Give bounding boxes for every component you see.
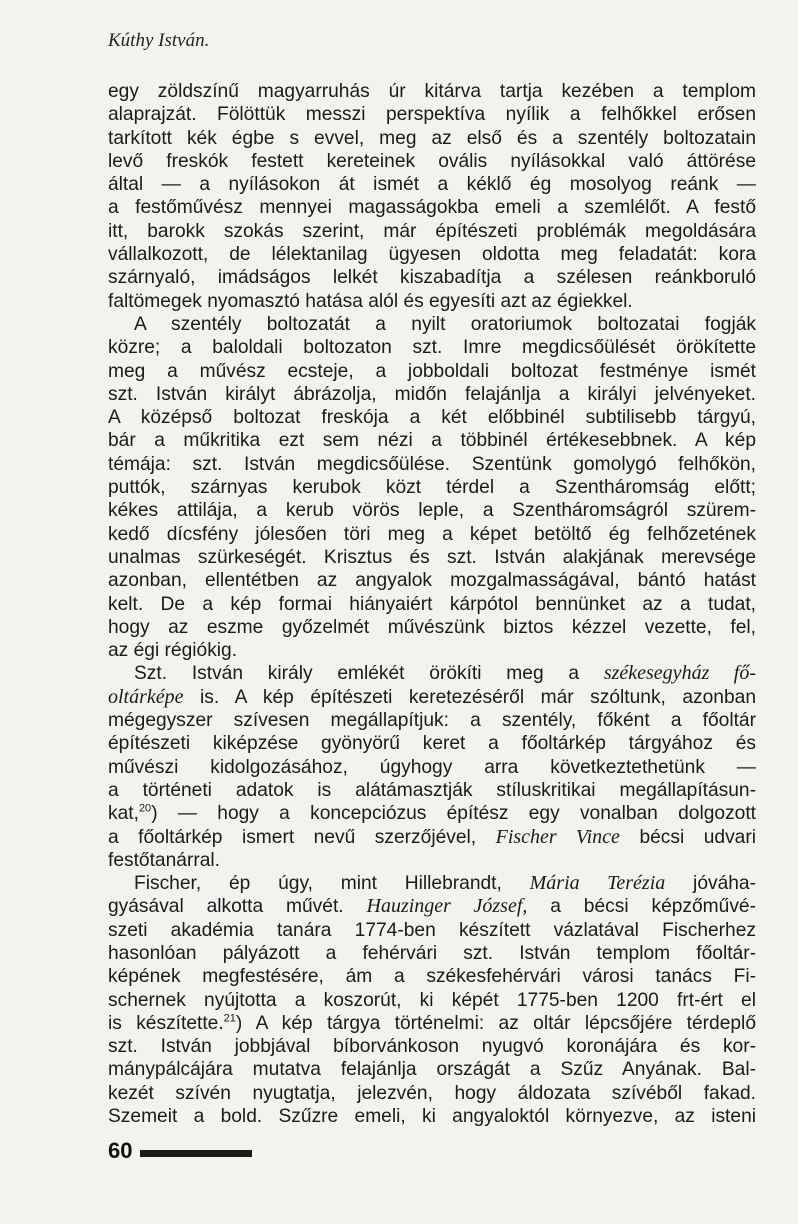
body-text xyxy=(108,80,756,1128)
text-line xyxy=(108,243,756,266)
text-line xyxy=(108,849,756,872)
text-line xyxy=(108,360,756,383)
text-run: Szemeit a bold. Szűzre emeli, ki angyaloktól környezve, az isteni xyxy=(108,1106,756,1128)
text-line xyxy=(108,313,756,336)
text-run: szt. István királyt ábrázolja, midőn felajánlja a királyi jelvényeket. xyxy=(108,383,756,405)
text-run: képének megfestésére, ám a székesfehérvári városi tanács Fi- xyxy=(108,966,756,988)
text-run: szeti akadémia tanára 1774-ben készített vázlatával Fischerhez xyxy=(108,919,756,941)
text-run: közre; a baloldali boltozaton szt. Imre megdicsőülését örökítette xyxy=(108,337,756,359)
text-run: gyásával alkotta művét. xyxy=(108,896,367,918)
text-run: kedő dícsfény jólesően töri meg a képet betöltő ég felhőzetének xyxy=(108,523,756,545)
text-run: alaprajzát. Fölöttük messzi perspektíva nyílik a felhőkkel erősen xyxy=(108,104,756,126)
text-line xyxy=(108,639,756,662)
text-run: által — a nyílásokon át ismét a kéklő ég mosolyog reánk — xyxy=(108,174,756,196)
text-line xyxy=(108,826,756,849)
text-line xyxy=(108,196,756,219)
italic-run: oltárképe xyxy=(108,685,184,708)
text-line xyxy=(108,895,756,918)
text-run: a bécsi képzőművé- xyxy=(527,896,756,918)
text-run: szárnyaló, imádságos lelkét kiszabadítja a szélesen reánkboruló xyxy=(108,267,756,289)
text-line xyxy=(108,266,756,289)
text-line xyxy=(108,429,756,452)
text-run: mánypálcájára mutatva felajánlja országát a Szűz Anyának. Bal- xyxy=(108,1059,756,1081)
italic-run: Fischer Vince xyxy=(495,825,620,848)
text-run: puttók, szárnyas kerubok közt térdel a Szentháromság előtt; xyxy=(108,477,756,499)
text-line xyxy=(108,989,756,1012)
text-line xyxy=(108,686,756,709)
italic-run: székesegyház fő- xyxy=(603,662,756,685)
text-run: festőtanárral. xyxy=(108,849,220,871)
text-line xyxy=(108,103,756,126)
text-run: vállalkozott, de lélektanilag ügyesen oldotta meg feladatát: kora xyxy=(108,244,756,266)
text-run: itt, barokk szokás szerint, már építészeti problémák megoldására xyxy=(108,220,756,242)
page-footer xyxy=(108,1138,252,1164)
text-line xyxy=(108,546,756,569)
text-line xyxy=(108,732,756,755)
text-line xyxy=(108,1012,756,1035)
text-run: bár a műkritika ezt sem nézi a többinél értékesebbnek. A kép xyxy=(108,430,756,452)
text-line xyxy=(108,220,756,243)
text-run: a festőművész mennyei magasságokba emeli a szemlélőt. A festő xyxy=(108,197,756,219)
text-line xyxy=(108,802,756,825)
text-line xyxy=(108,453,756,476)
text-run: bécsi udvari xyxy=(619,826,757,848)
text-line xyxy=(108,173,756,196)
text-run: jóváha- xyxy=(665,873,756,895)
footnote-ref: 21 xyxy=(223,1012,236,1025)
text-run: faltömegek nyomasztó hatása alól és egyesíti azt az égiekkel. xyxy=(108,290,633,312)
text-line xyxy=(108,709,756,732)
text-run: egy zöldszínű magyarruhás úr kitárva tartja kezében a templom xyxy=(108,81,756,102)
italic-run: Hauzinger József, xyxy=(366,895,528,918)
text-line xyxy=(108,127,756,150)
text-line xyxy=(108,569,756,592)
running-header-author: Kúthy István. xyxy=(108,30,210,51)
italic-run: Mária Terézia xyxy=(529,872,666,895)
text-line xyxy=(108,406,756,429)
text-line xyxy=(108,779,756,802)
text-line xyxy=(108,1105,756,1128)
text-run: építészeti kiképzése gyönyörű keret a főoltárkép tárgyához és xyxy=(108,733,756,755)
text-line xyxy=(108,150,756,173)
text-run: a történeti adatok is alátámasztják stíluskritikai megállapításun- xyxy=(108,779,756,801)
text-run: kat, xyxy=(108,803,139,825)
text-run: témája: szt. István megdicsőülése. Szentünk gomolygó felhőkön, xyxy=(108,453,756,475)
text-run: azonban, ellentétben az angyalok mozgalmasságával, bántó hatást xyxy=(108,570,756,592)
text-run: Fischer, ép úgy, mint Hillebrandt, xyxy=(134,873,530,895)
text-line xyxy=(108,1035,756,1058)
text-line xyxy=(108,1058,756,1081)
text-run: schernek nyújtotta a koszorút, ki képét 1775-ben 1200 frt-ért el xyxy=(108,989,756,1011)
text-line xyxy=(108,290,756,313)
text-line xyxy=(108,476,756,499)
text-run: Szt. István király emlékét örökíti meg a xyxy=(134,663,604,685)
page-number: 60 xyxy=(108,1138,133,1163)
text-run: szt. István jobbjával bíborvánkoson nyugvó koronájára és kor- xyxy=(108,1036,756,1058)
text-line xyxy=(108,336,756,359)
text-run: meg a művész ecsteje, a jobboldali boltozat festménye ismét xyxy=(108,360,756,382)
text-run: az égi régiókig. xyxy=(108,640,238,662)
text-run: kezét szívén nyugtatja, jelezvén, hogy áldozata szívéből fakad. xyxy=(108,1082,756,1104)
text-line xyxy=(108,872,756,895)
text-line xyxy=(108,942,756,965)
text-run: mégegyszer szívesen megállapítjuk: a szentély, főként a főoltár xyxy=(108,710,756,732)
text-line xyxy=(108,523,756,546)
text-run: is készítette. xyxy=(108,1012,224,1034)
footnote-ref: 20 xyxy=(138,802,152,815)
footer-rule xyxy=(140,1150,252,1157)
text-run: művészi kidolgozásához, úgyhogy arra következtethetünk — xyxy=(108,756,756,778)
text-run: is. A kép építészeti keretezéséről már szóltunk, azonban xyxy=(183,686,756,708)
text-run: kékes attilája, a kerub vörös leple, a Szentháromságról szürem- xyxy=(108,500,756,522)
text-run: unalmas szürkeségét. Krisztus és szt. István alakjának merevsége xyxy=(108,546,756,568)
text-run: A középső boltozat freskója a két előbbinél subtilisebb tárgyú, xyxy=(108,407,756,429)
text-run: tarkított kék égbe s evvel, meg az első és a szentély boltozatain xyxy=(108,127,756,149)
text-line xyxy=(108,616,756,639)
text-line xyxy=(108,383,756,406)
text-line xyxy=(108,756,756,779)
text-run: hasonlóan pályázott a fehérvári szt. István templom főoltár- xyxy=(108,942,756,964)
text-run: hogy az eszme győzelmét művészünk biztos kézzel vezette, fel, xyxy=(108,616,756,638)
text-line xyxy=(108,80,756,103)
text-line xyxy=(108,1082,756,1105)
text-run: a főoltárkép ismert nevű szerzőjével, xyxy=(108,826,496,848)
text-run: A szentély boltozatát a nyilt oratoriumok boltozatai fogják xyxy=(134,313,756,335)
text-run: ) — hogy a koncepciózus építész egy vonalban dolgozott xyxy=(151,803,756,825)
text-line xyxy=(108,919,756,942)
text-line xyxy=(108,593,756,616)
text-run: levő freskók festett kereteinek ovális nyílásokkal való áttörése xyxy=(108,150,756,172)
text-line xyxy=(108,499,756,522)
text-run: kelt. De a kép formai hiányaiért kárpótol bennünket az a tudat, xyxy=(108,593,756,615)
text-line xyxy=(108,662,756,685)
text-run: ) A kép tárgya történelmi: az oltár lépcsőjére térdeplő xyxy=(235,1012,756,1034)
text-line xyxy=(108,965,756,988)
